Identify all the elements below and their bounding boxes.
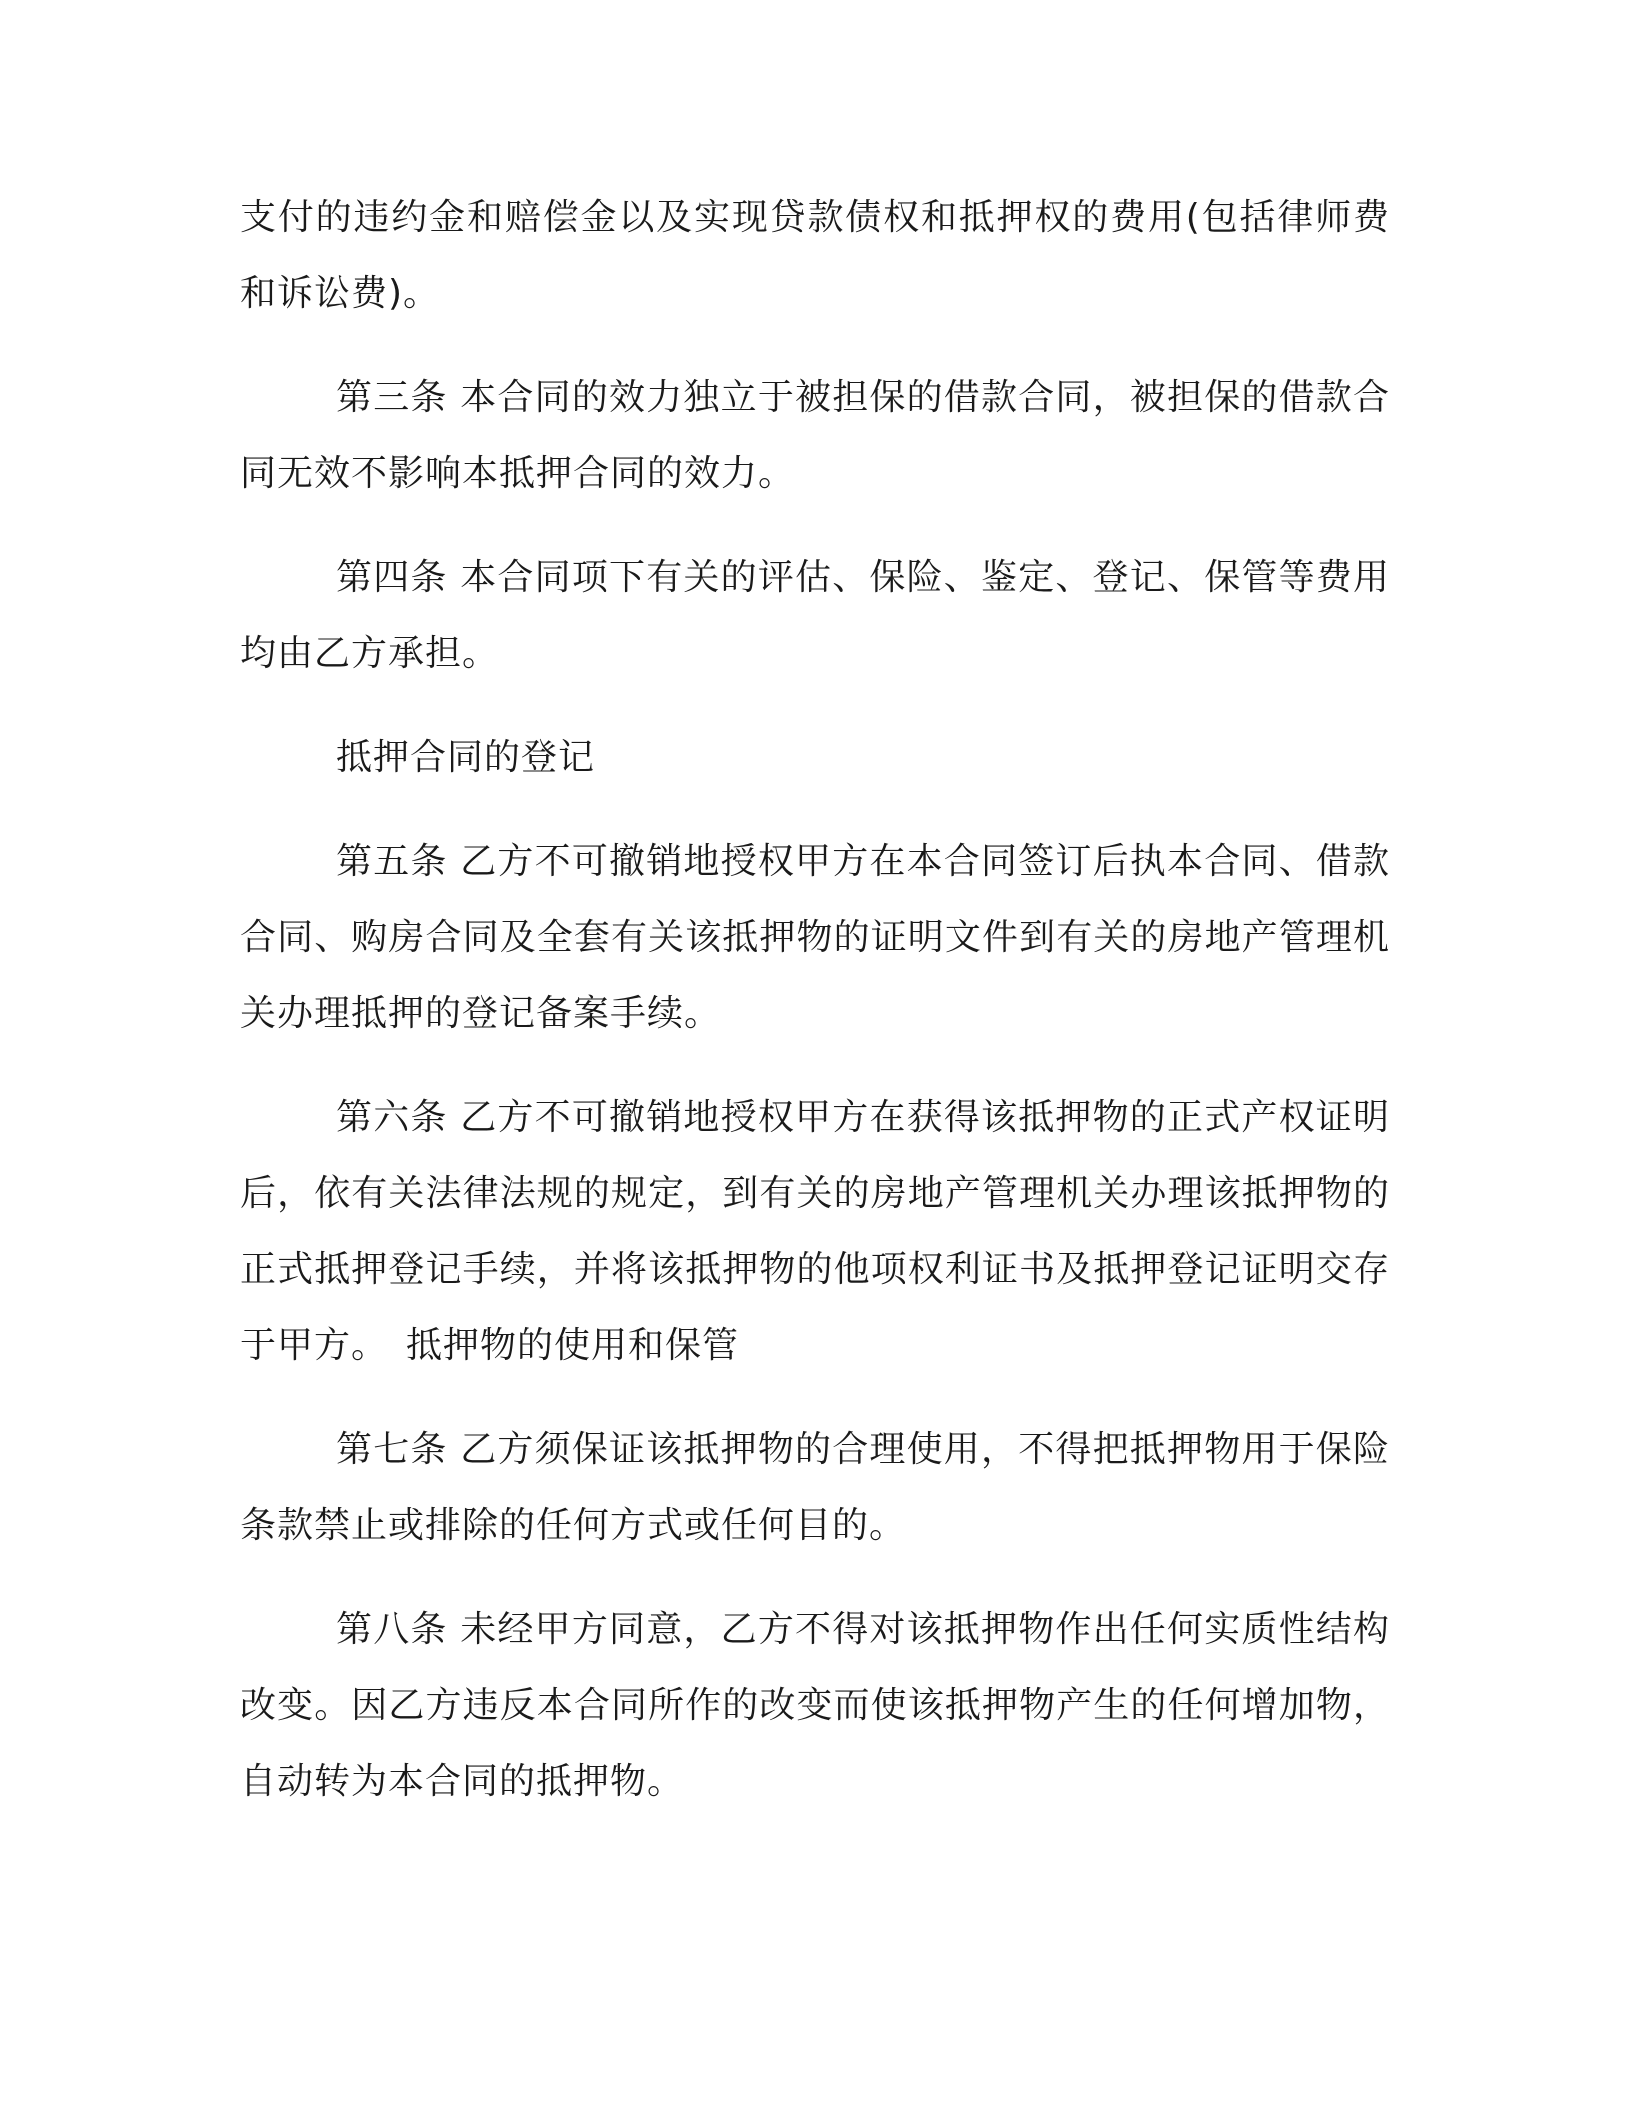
paragraph-continuation: 支付的违约金和赔偿金以及实现贷款债权和抵押权的费用(包括律师费和诉讼费)。 [240, 197, 1390, 314]
paragraph-article-6-text: 第六条 乙方不可撤销地授权甲方在获得该抵押物的正式产权证明后，依有关法律法规的规定，到有关的房地产管理机关办理该抵押物的正式抵押登记手续，并将该抵押物的他项权利证书及抵押登记证明交存于甲方。 [240, 1097, 1390, 1366]
paragraph-article-7: 第七条 乙方须保证该抵押物的合理使用，不得把抵押物用于保险条款禁止或排除的任何方式或任何目的。 [240, 1429, 1390, 1546]
document-body [240, 180, 1390, 1848]
paragraph-article-3: 第三条 本合同的效力独立于被担保的借款合同，被担保的借款合同无效不影响本抵押合同的效力。 [240, 377, 1390, 494]
paragraph-article-8: 第八条 未经甲方同意，乙方不得对该抵押物作出任何实质性结构改变。因乙方违反本合同所作的改变而使该抵押物产生的任何增加物，自动转为本合同的抵押物。 [240, 1609, 1390, 1802]
paragraph-article-6 [240, 1080, 1390, 1384]
paragraph-article-4: 第四条 本合同项下有关的评估、保险、鉴定、登记、保管等费用均由乙方承担。 [240, 557, 1390, 674]
section-heading-registration: 抵押合同的登记 [336, 737, 596, 778]
section-heading-use-and-custody: 抵押物的使用和保管 [406, 1325, 740, 1366]
paragraph-article-5: 第五条 乙方不可撤销地授权甲方在本合同签订后执本合同、借款合同、购房合同及全套有关该抵押物的证明文件到有关的房地产管理机关办理抵押的登记备案手续。 [240, 841, 1390, 1034]
